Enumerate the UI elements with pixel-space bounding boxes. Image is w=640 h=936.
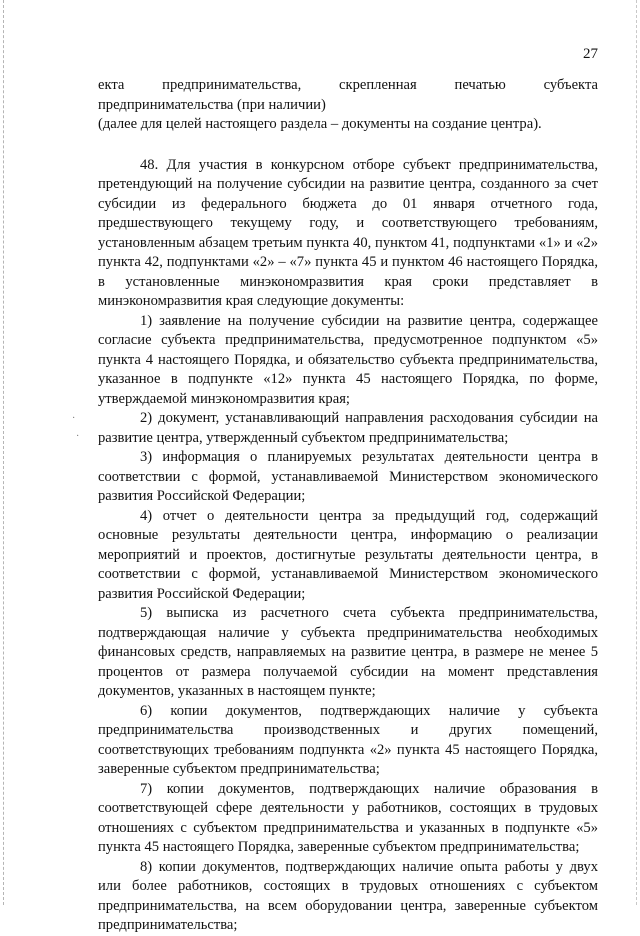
scan-edge-left <box>3 0 4 905</box>
scan-edge-right <box>636 0 637 905</box>
paragraph-continuation: екта предпринимательства, скрепленная печатью субъекта предпринимательства (при наличии) <box>98 77 598 113</box>
paragraph-item-48: 48. Для участия в конкурсном отборе субъект предпринимательства, претендующий на получение субсидии на развитие центра, созданного за счет субсидии из федерального бюджета до 01 января отчетного года, предшествующего текущему году, и соответствующего требованиям, установленным абзацем третьим пункта 40, пунктом 41, подпунктами «1» и «2» пункта 42, подпунктами «2» – «7» пункта 45 и пунктом 46 настоящего Порядка, в установленные минэкономразвития края сроки представляет в минэкономразвития края следующие документы: <box>98 156 598 309</box>
scan-speck: · <box>72 413 76 424</box>
paragraph-gap <box>98 135 598 156</box>
list-item-7: 7) копии документов, подтверждающих наличие образования в соответствующей сфере деятельности у работников, состоящих в трудовых отношениях с субъектом предпринимательства и указанных в подпункте «5» пункта 45 настоящего Порядка, заверенные субъектом предпринимательства; <box>98 780 598 855</box>
document-body <box>98 76 598 936</box>
scan-speck: · <box>76 431 80 442</box>
list-item-8: 8) копии документов, подтверждающих наличие опыта работы у двух или более работников, состоящих в трудовых отношениях с субъектом предпринимательства, на всем оборудовании центра, заверенные субъектом предпринимательства; <box>98 858 598 933</box>
list-item-5: 5) выписка из расчетного счета субъекта предпринимательства, подтверждающая наличие у субъекта предпринимательства необходимых финансовых средств, направляемых на развитие центра, в размере не менее 5 процентов от размера получаемой субсидии на момент представления документов, указанных в настоящем пункте; <box>98 605 598 699</box>
list-item-1: 1) заявление на получение субсидии на развитие центра, содержащее согласие субъекта предпринимательства, предусмотренное подпунктом «5» пункта 4 настоящего Порядка, и обязательство субъекта предпринимательства, указанное в подпункте «12» пункта 45 настоящего Порядка, по форме, утверждаемой минэкономразвития края; <box>98 312 598 407</box>
page-number: 27 <box>583 46 598 62</box>
list-item-6: 6) копии документов, подтверждающих наличие у субъекта предпринимательства производственных и других помещений, соответствующих требованиям подпункта «2» пункта 45 настоящего Порядка, заверенные субъектом предпринимательства; <box>98 702 598 777</box>
list-item-3: 3) информация о планируемых результатах деятельности центра в соответствии с формой, устанавливаемой Министерством экономического развития Российской Федерации; <box>98 449 598 504</box>
paragraph-definition: (далее для целей настоящего раздела – документы на создание центра). <box>98 116 542 132</box>
list-item-2: 2) документ, устанавливающий направления расходования субсидии на развитие центра, утвержденный субъектом предпринимательства; <box>98 410 598 446</box>
list-item-4: 4) отчет о деятельности центра за предыдущий год, содержащий основные результаты деятельности центра, информацию о реализации мероприятий и проектов, достигнутые результаты деятельности центра, в соответствии с формой, устанавливаемой Министерством экономического развития Российской Федерации; <box>98 507 598 602</box>
